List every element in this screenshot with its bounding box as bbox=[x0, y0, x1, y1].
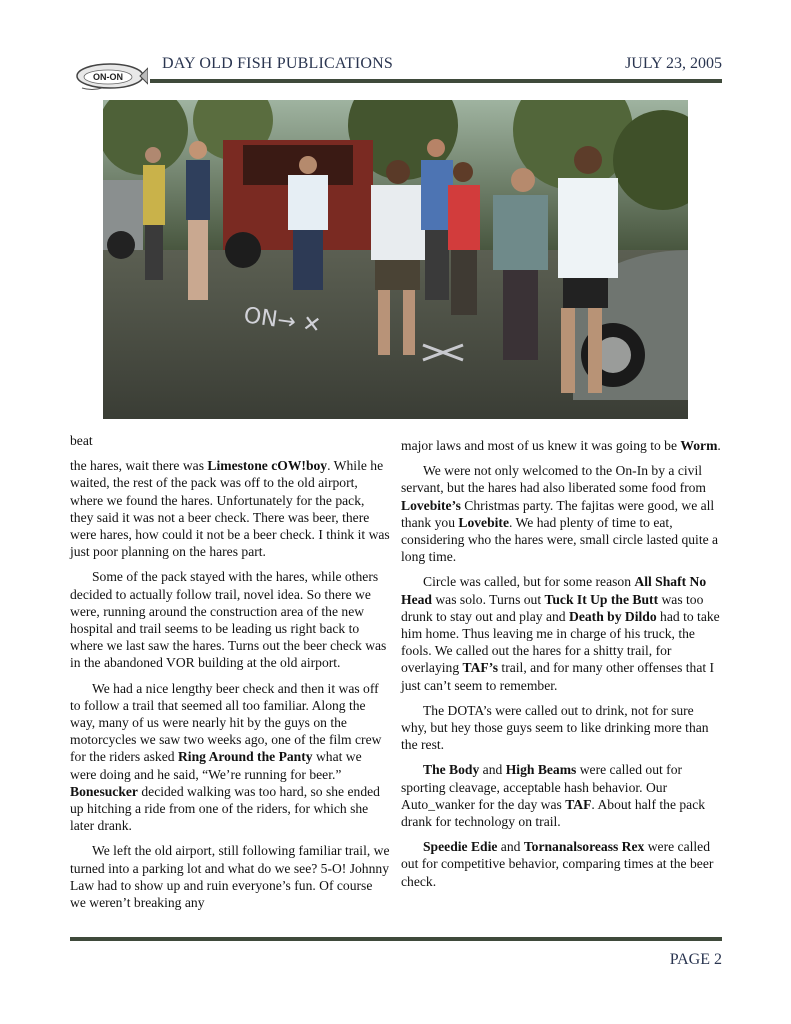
issue-date: JULY 23, 2005 bbox=[625, 55, 722, 72]
hash-name: Tornanalsoreass Rex bbox=[523, 839, 645, 855]
group-photo bbox=[103, 100, 688, 419]
text-run: was too drunk to stay out and play and bbox=[401, 591, 704, 624]
publication-title: DAY OLD FISH PUBLICATIONS bbox=[162, 55, 393, 72]
text-run: were called out for competitive behavior, comparing times at the beer check. bbox=[401, 839, 714, 889]
text-run: We were not only welcomed to the On-In by a civil servant, but the hares had also liberated some food from bbox=[401, 463, 707, 496]
article-paragraph bbox=[401, 838, 723, 890]
page-number: PAGE 2 bbox=[669, 951, 722, 968]
article-paragraph bbox=[401, 573, 723, 693]
hash-name: Lovebite’s bbox=[401, 497, 461, 513]
text-run: were called out for sporting cleavage, acceptable hash behavior. Our Auto_wanker for the day was bbox=[401, 762, 683, 812]
left-column bbox=[70, 432, 390, 919]
article-paragraph bbox=[401, 437, 723, 454]
article-paragraph bbox=[70, 457, 390, 560]
text-run: We left the old airport, still following familiar trail, we turned into a parking lot and what do we see? 5-O! Johnny Law had to show up and ruin everyone’s fun. Of course we weren’t breaking any bbox=[70, 843, 390, 911]
article-paragraph bbox=[70, 432, 390, 449]
hash-name: Worm bbox=[680, 438, 718, 453]
header-rule bbox=[150, 79, 722, 83]
text-run: trail, and for many other offenses that I just can’t seem to remember. bbox=[401, 660, 715, 693]
article-paragraph bbox=[70, 680, 390, 835]
text-run: We had a nice lengthy beer check and then it was off to follow a trail that seemed all too familiar. Along the way, many of us were nearly hit by the guys on the motorcycles we saw two weeks ago, one of the film crew for the riders asked bbox=[70, 680, 382, 765]
article-paragraph bbox=[401, 761, 723, 830]
hash-name: Lovebite bbox=[458, 514, 509, 530]
text-run: had to take him home. Thus leaving me in charge of his truck, the fools. We called out the hares for a shitty trail, for overlaying bbox=[401, 608, 720, 676]
text-run: major laws and most of us knew it was going to be bbox=[401, 438, 681, 453]
hash-name: The Body bbox=[423, 762, 480, 778]
hash-name: TAF bbox=[565, 796, 592, 812]
text-run: Some of the pack stayed with the hares, while others decided to actually follow trail, novel idea. So there we were, running around the construction area of the new hospital and trail seems to be leading us right back to where we last saw the hares. Turns out the beer check was in the abandoned VOR building at the old airport. bbox=[70, 569, 387, 671]
hash-name: Speedie Edie bbox=[423, 839, 498, 855]
right-column bbox=[401, 437, 723, 898]
hash-name: Death by Dildo bbox=[569, 608, 657, 624]
text-run: and bbox=[479, 762, 506, 778]
article-paragraph bbox=[70, 842, 390, 911]
article-paragraph bbox=[401, 702, 723, 754]
text-run: and bbox=[497, 839, 524, 855]
logo-text: ON-ON bbox=[93, 72, 123, 82]
hash-name: TAF’s bbox=[462, 660, 499, 676]
text-run: beat bbox=[70, 433, 93, 448]
text-run: . We had plenty of time to eat, considering who the hares were, small circle lasted quite a long time. bbox=[401, 514, 719, 565]
text-run: . While he waited, the rest of the pack was off to the old airport, where we found the hares. Unfortunately for the pack, they said it was not a beer check. There was beer, there were hares, how could it not be a beer check. I think it was just poor planning on the hares part. bbox=[70, 458, 390, 560]
article-paragraph bbox=[401, 462, 723, 565]
text-run: Christmas party. The fajitas were good, we all thank you bbox=[401, 497, 715, 530]
photo-illustration bbox=[103, 100, 688, 419]
text-run: the hares, wait there was bbox=[70, 458, 208, 474]
text-run: was solo. Turns out bbox=[431, 591, 545, 607]
hash-name: High Beams bbox=[505, 762, 577, 778]
hash-name: Ring Around the Panty bbox=[177, 749, 313, 765]
on-on-fish-logo bbox=[72, 60, 148, 92]
chalk-trail-mark: ON→ ✕ bbox=[242, 303, 323, 339]
article-paragraph bbox=[70, 568, 390, 671]
hash-name: Limestone cOW!boy bbox=[207, 458, 328, 474]
hash-name: All Shaft No Head bbox=[401, 574, 707, 607]
hash-name: Bonesucker bbox=[70, 783, 138, 799]
text-run: The DOTA’s were called out to drink, not for sure why, but hey those guys seem to like drinking more than the rest. bbox=[401, 702, 709, 753]
footer-rule bbox=[70, 937, 722, 941]
hash-name: Tuck It Up the Butt bbox=[544, 591, 659, 607]
text-run: . bbox=[717, 438, 721, 453]
text-run: what we were doing and he said, “We’re running for beer.” bbox=[70, 749, 362, 782]
text-run: . About half the pack drank for technology on trail. bbox=[401, 796, 706, 830]
text-run: decided walking was too hard, so she ended up hitching a ride from one of the riders, for which she later drank. bbox=[70, 783, 380, 834]
text-run: Circle was called, but for some reason bbox=[423, 574, 635, 590]
